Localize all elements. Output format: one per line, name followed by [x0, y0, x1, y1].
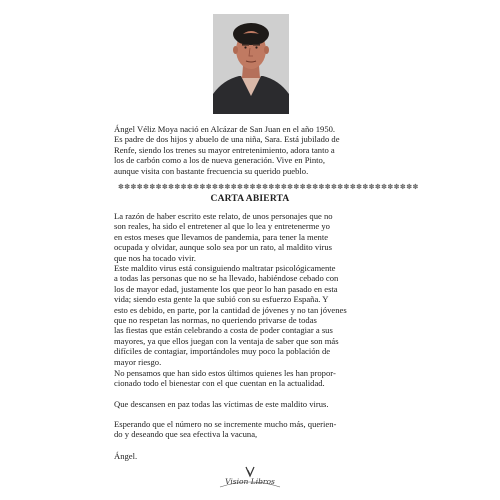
text-line: las fiestas que están celebrando a costa de poder contagiar a sus — [114, 325, 333, 336]
paragraph — [114, 368, 394, 389]
text-line: que nos ha tocado vivir. — [114, 252, 196, 263]
bio-line: Ángel Véliz Moya nació en Alcázar de San Juan en el año 1950. — [114, 124, 336, 134]
text-line: los de mayor edad, justamente los que peor lo han pasado en esta — [114, 283, 338, 294]
bio-line: Es padre de dos hijos y abuelo de una niña, Sara. Está jubilado de — [114, 134, 340, 145]
signature — [114, 451, 394, 461]
section-heading: CARTA ABIERTA — [210, 194, 290, 204]
paragraph — [114, 263, 394, 367]
text-line: ocupada y olvidar, aunque solo sea por un rato, al maldito virus — [114, 242, 333, 253]
publisher-name: Vision Libros — [225, 477, 275, 486]
paragraph — [114, 419, 394, 440]
text-line: vida; siendo esta gente la que subió con su esfuerzo España. Y — [114, 294, 329, 305]
text-line: Ángel. — [114, 451, 138, 461]
text-line: Esperando que el número no se incremente mucho más, querien- — [114, 419, 337, 429]
text-line: difíciles de contagiar, importándoles muy poco la población de — [114, 346, 331, 357]
publisher-logo — [214, 466, 286, 492]
text-line: Este maldito virus está consiguiendo maltratar psicológicamente — [114, 263, 336, 273]
ornamental-divider: ✽✽✽✽✽✽✽✽✽✽✽✽✽✽✽✽✽✽✽✽✽✽✽✽✽✽✽✽✽✽✽✽✽✽✽✽✽✽✽✽✽✽✽✽✽✽✽✽ — [118, 183, 419, 191]
text-line: No pensamos que han sido estos últimos quienes les han propor- — [114, 368, 336, 378]
paragraph — [114, 399, 394, 409]
text-line: esto es debido, en parte, por la cantidad de jóvenes y no tan jóvenes — [114, 304, 347, 315]
text-line: mayores, ya que ellos juegan con la ventaja de saber que son más — [114, 335, 339, 346]
author-bio — [114, 124, 394, 176]
text-line: en estos meses que llevamos de pandemia, para tener la mente — [114, 231, 329, 242]
text-line: cionado todo el bienestar con el que cuentan en la actualidad. — [114, 378, 325, 389]
text-line: mayor riesgo. — [114, 356, 162, 367]
text-line: La razón de haber escrito este relato, de unos personajes que no — [114, 211, 333, 221]
paragraph — [114, 211, 394, 263]
text-line: son reales, ha sido el entretener al que lo lea y entretenerme yo — [114, 221, 330, 232]
author-photo — [213, 14, 289, 114]
text-line: a todas las personas que no se ha llevado, habiéndose cebado con — [114, 273, 339, 284]
bio-line: Renfe, siendo los trenes su mayor entretenimiento, adora tanto a — [114, 144, 335, 155]
text-line: Que descansen en paz todas las víctimas de este maldito virus. — [114, 399, 329, 409]
text-line: do y deseando que sea efectiva la vacuna, — [114, 429, 258, 440]
text-line: que no respetan las normas, no queriendo privarse de todas — [114, 315, 317, 326]
bio-line: los de carbón como a los de nueva generación. Vive en Pinto, — [114, 155, 326, 166]
bio-line: aunque visita con bastante frecuencia su querido pueblo. — [114, 165, 309, 176]
